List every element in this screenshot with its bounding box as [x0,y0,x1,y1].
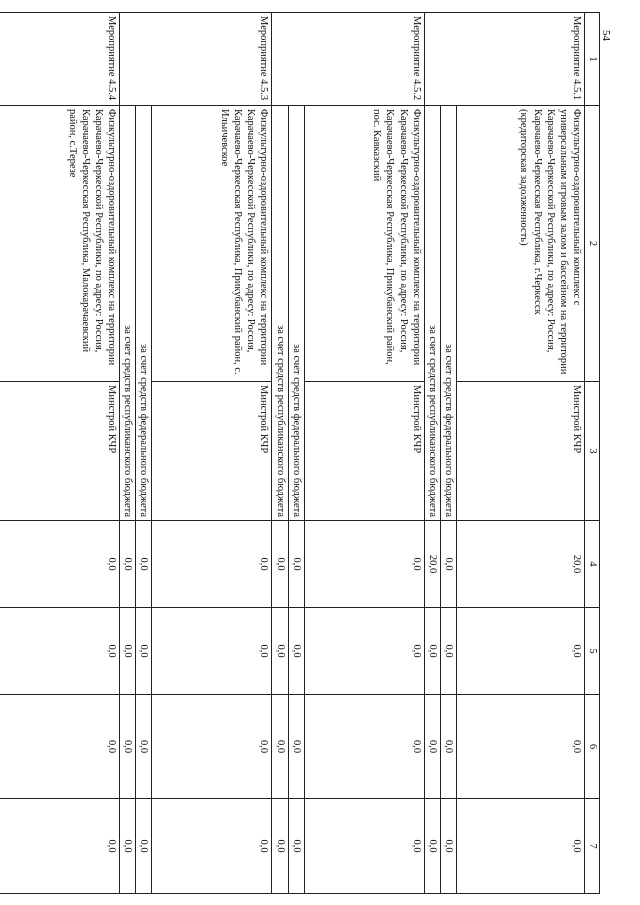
value-cell: 0,0 [457,799,585,894]
table-row [136,13,152,894]
event-description: Физкультурно-оздоровительный комплекс на территории Карачаево-Черкесской Республики, по адресу: Россия, Карачаево-Черкесская Республика, Малокарачаевский район, с.Терезе [0,106,120,382]
value-cell: 0,0 [304,521,424,608]
value-cell: 0,0 [288,608,304,695]
value-cell: 0,0 [272,695,288,799]
value-cell: 0,0 [136,521,152,608]
table-row [0,13,120,894]
table-row [152,13,272,894]
header-cell: 6 [585,695,600,799]
header-cell: 5 [585,608,600,695]
header-cell: 1 [585,13,600,106]
event-executor: Минстрой КЧР [304,382,424,521]
value-cell: 0,0 [424,608,440,695]
table-row [288,13,304,894]
event-executor: Минстрой КЧР [0,382,120,521]
event-executor: Минстрой КЧР [457,382,585,521]
event-code: Мероприятие 4.5.2 [272,13,424,106]
value-cell: 0,0 [0,799,120,894]
value-cell: 0,0 [440,521,456,608]
event-code: Мероприятие 4.5.4 [0,13,120,106]
value-cell: 0,0 [288,799,304,894]
value-cell: 0,0 [136,608,152,695]
event-code: Мероприятие 4.5.1 [424,13,584,106]
value-cell: 0,0 [424,695,440,799]
budget-table [0,12,600,894]
value-cell: 0,0 [136,695,152,799]
funding-source: за счет средств федерального бюджета [288,106,304,521]
value-cell: 0,0 [288,695,304,799]
header-cell: 7 [585,799,600,894]
value-cell: 0,0 [152,695,272,799]
table-row [440,13,456,894]
value-cell: 0,0 [288,521,304,608]
value-cell: 0,0 [424,799,440,894]
value-cell: 0,0 [0,521,120,608]
value-cell: 0,0 [0,695,120,799]
value-cell: 0,0 [152,521,272,608]
value-cell: 0,0 [120,521,136,608]
table-row [120,13,136,894]
event-code: Мероприятие 4.5.3 [120,13,272,106]
value-cell: 20,0 [457,521,585,608]
table-row [272,13,288,894]
value-cell: 0,0 [304,695,424,799]
value-cell: 0,0 [120,799,136,894]
header-row [585,13,600,894]
value-cell: 0,0 [120,695,136,799]
value-cell: 0,0 [440,695,456,799]
value-cell: 0,0 [152,799,272,894]
table-row [304,13,424,894]
table-row [457,13,585,894]
value-cell: 0,0 [440,799,456,894]
value-cell: 0,0 [304,608,424,695]
table-row [424,13,440,894]
value-cell: 0,0 [457,695,585,799]
value-cell: 0,0 [272,799,288,894]
value-cell: 0,0 [120,608,136,695]
event-description: Физкультурно-оздоровительный комплекс на территории Карачаево-Черкесской Республики, по адресу: Россия, Карачаево-Черкесская Республика, Прикубанский район, пос. Кавказский [304,106,424,382]
header-cell: 4 [585,521,600,608]
value-cell: 0,0 [136,799,152,894]
funding-source: за счет средств республиканского бюджета [424,106,440,521]
event-executor: Минстрой КЧР [152,382,272,521]
event-description: Физкультурно-оздоровительный комплекс с универсальным игровым залом и бассейном на территории Карачаево-Черкесской Республики, по адресу: Россия, Карачаево-Черкесская Республика, г.Черкесск (кредиторская задолженность) [457,106,585,382]
value-cell: 0,0 [304,799,424,894]
header-cell: 2 [585,106,600,382]
value-cell: 20,0 [424,521,440,608]
event-description: Физкультурно-оздоровительный комплекс на территории Карачаево-Черкесской Республики, по адресу: Россия, Карачаево-Черкесская Республика, Прикубанский район, с. Ильичевское [152,106,272,382]
header-cell: 3 [585,382,600,521]
page-number: 54 [600,30,612,41]
funding-source: за счет средств республиканского бюджета [272,106,288,521]
funding-source: за счет средств республиканского бюджета [120,106,136,521]
rotated-page [55,12,600,893]
value-cell: 0,0 [440,608,456,695]
value-cell: 0,0 [0,608,120,695]
value-cell: 0,0 [457,608,585,695]
funding-source: за счет средств федерального бюджета [440,106,456,521]
value-cell: 0,0 [272,521,288,608]
value-cell: 0,0 [272,608,288,695]
value-cell: 0,0 [152,608,272,695]
funding-source: за счет средств федерального бюджета [136,106,152,521]
